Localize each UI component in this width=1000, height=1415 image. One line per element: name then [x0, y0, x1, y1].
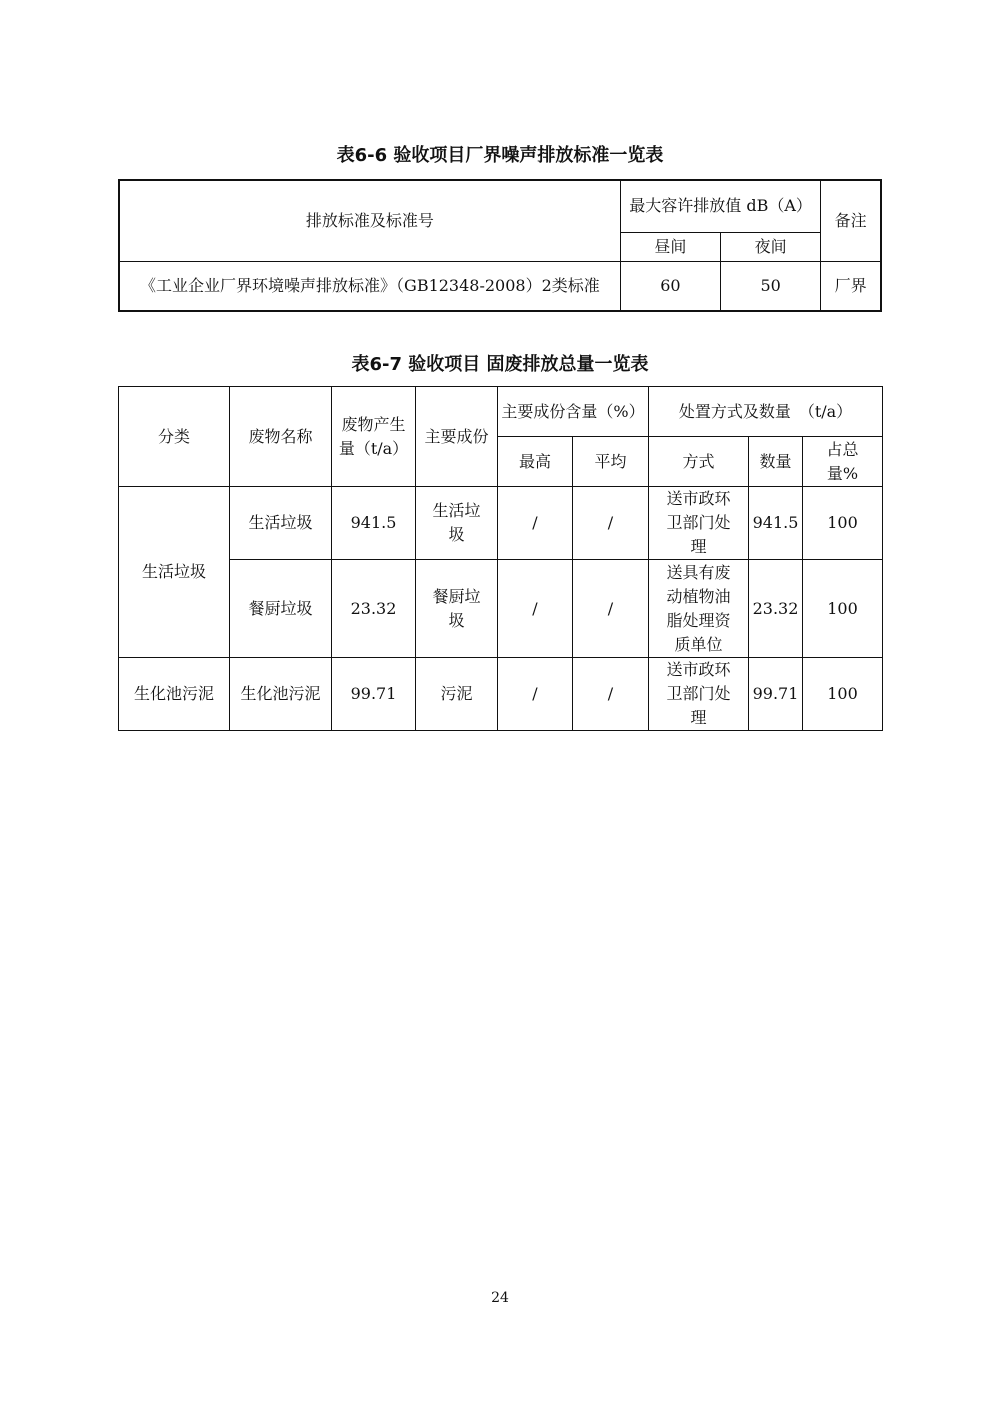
- header-disposal: 处置方式及数量 （t/a）: [649, 387, 883, 437]
- avg-cell: /: [573, 487, 649, 560]
- header-day: 昼间: [620, 232, 720, 261]
- max-cell: /: [498, 658, 573, 731]
- table-row: [119, 487, 883, 560]
- component-cell: 污泥: [416, 658, 498, 731]
- waste-name-cell: 生活垃圾: [230, 487, 332, 560]
- quantity-cell: 23.32: [749, 560, 803, 658]
- header-method: 方式: [649, 437, 749, 487]
- category-cell: 生活垃圾: [119, 487, 230, 658]
- waste-name-cell: 餐厨垃圾: [230, 560, 332, 658]
- table-6-6-title: 表6-6 验收项目厂界噪声排放标准一览表: [336, 145, 664, 166]
- noise-standard-table: [118, 179, 882, 312]
- method-cell: 送具有废动植物油脂处理资质单位: [649, 560, 749, 658]
- component-cell: 生活垃圾: [416, 487, 498, 560]
- quantity-cell: 99.71: [749, 658, 803, 731]
- standard-name-cell: 《工业企业厂界环境噪声排放标准》（GB12348-2008）2类标准: [119, 261, 620, 311]
- header-max: 最高: [498, 437, 573, 487]
- night-limit-cell: 50: [721, 261, 821, 311]
- waste-name-cell: 生化池污泥: [230, 658, 332, 731]
- header-production: 废物产生量（t/a）: [332, 387, 416, 487]
- quantity-cell: 941.5: [749, 487, 803, 560]
- day-limit-cell: 60: [620, 261, 720, 311]
- header-waste-name: 废物名称: [230, 387, 332, 487]
- header-limit: 最大容许排放值 dB（A）: [620, 180, 821, 232]
- header-night: 夜间: [721, 232, 821, 261]
- production-cell: 941.5: [332, 487, 416, 560]
- table-row: [119, 658, 883, 731]
- method-cell: 送市政环卫部门处理: [649, 487, 749, 560]
- avg-cell: /: [573, 658, 649, 731]
- max-cell: /: [498, 560, 573, 658]
- header-category: 分类: [119, 387, 230, 487]
- remark-cell: 厂界: [821, 261, 881, 311]
- table-row: [119, 560, 883, 658]
- avg-cell: /: [573, 560, 649, 658]
- category-cell: 生化池污泥: [119, 658, 230, 731]
- max-cell: /: [498, 487, 573, 560]
- header-content: 主要成份含量（%）: [498, 387, 649, 437]
- share-cell: 100: [803, 487, 883, 560]
- method-cell: 送市政环卫部门处理: [649, 658, 749, 731]
- header-avg: 平均: [573, 437, 649, 487]
- solid-waste-table: [118, 386, 883, 731]
- header-remark: 备注: [821, 180, 881, 261]
- component-cell: 餐厨垃圾: [416, 560, 498, 658]
- header-share: 占总量%: [803, 437, 883, 487]
- header-quantity: 数量: [749, 437, 803, 487]
- header-standard: 排放标准及标准号: [119, 180, 620, 261]
- table-6-7-title: 表6-7 验收项目 固废排放总量一览表: [351, 354, 649, 375]
- share-cell: 100: [803, 658, 883, 731]
- page-number: 24: [491, 1290, 509, 1306]
- share-cell: 100: [803, 560, 883, 658]
- header-main-component: 主要成份: [416, 387, 498, 487]
- production-cell: 23.32: [332, 560, 416, 658]
- production-cell: 99.71: [332, 658, 416, 731]
